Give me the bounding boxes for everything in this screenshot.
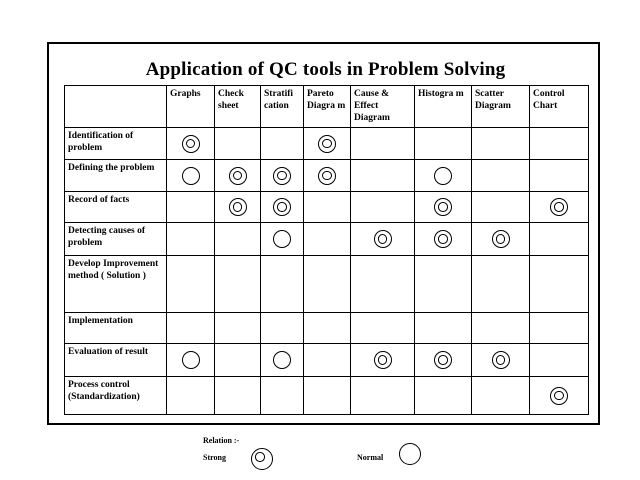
strong-relation-icon [434,230,452,248]
table-cell [167,192,215,223]
table-cell [351,344,415,377]
table-cell [304,344,351,377]
strong-relation-icon [229,198,247,216]
legend-strong-icon [251,448,273,470]
table-cell [415,128,472,160]
column-header: Stratifi cation [261,86,304,128]
strong-relation-icon [550,198,568,216]
column-header: Histogra m [415,86,472,128]
table-cell [415,160,472,192]
normal-relation-icon [434,167,452,185]
table-row [65,192,589,223]
table-cell [261,128,304,160]
table-cell [215,160,261,192]
table-cell [472,192,530,223]
table-cell [261,377,304,415]
legend-strong-label: Strong [203,453,226,462]
qc-tools-table [64,85,589,415]
table-cell [304,313,351,344]
table-cell [215,256,261,313]
table-cell [415,223,472,256]
header-corner [65,86,167,128]
table-row [65,313,589,344]
strong-relation-icon [229,167,247,185]
table-cell [530,223,589,256]
table-cell [351,192,415,223]
table-cell [530,160,589,192]
table-cell [415,256,472,313]
strong-relation-icon [492,351,510,369]
row-label: Record of facts [65,192,167,223]
chart-frame [47,42,600,425]
table-cell [351,313,415,344]
strong-relation-icon [182,135,200,153]
table-cell [261,313,304,344]
strong-relation-icon [492,230,510,248]
table-cell [304,256,351,313]
table-cell [472,223,530,256]
page-title: Application of QC tools in Problem Solving [145,59,506,80]
table-row [65,377,589,415]
table-cell [304,223,351,256]
table-cell [472,256,530,313]
strong-relation-icon [273,167,291,185]
row-label: Develop Improvement method ( Solution ) [65,256,167,313]
strong-relation-icon [550,387,568,405]
table-cell [351,377,415,415]
table-cell [215,223,261,256]
table-cell [304,160,351,192]
strong-relation-icon [318,167,336,185]
normal-relation-icon [273,351,291,369]
legend-normal-label: Normal [357,453,384,462]
table-cell [472,377,530,415]
table-cell [167,160,215,192]
table-cell [415,313,472,344]
column-header: Cause & Effect Diagram [351,86,415,128]
table-cell [261,192,304,223]
table-cell [304,377,351,415]
table-cell [530,344,589,377]
table-cell [304,192,351,223]
table-cell [530,128,589,160]
table-cell [215,313,261,344]
table-cell [530,256,589,313]
strong-relation-icon [434,198,452,216]
normal-relation-icon [273,230,291,248]
column-header: Scatter Diagram [472,86,530,128]
table-cell [530,313,589,344]
table-cell [167,223,215,256]
table-row [65,223,589,256]
table-cell [215,344,261,377]
table-cell [215,192,261,223]
table-cell [351,256,415,313]
row-label: Identification of problem [65,128,167,160]
normal-relation-icon [182,351,200,369]
row-label: Evaluation of result [65,344,167,377]
column-header: Control Chart [530,86,589,128]
normal-relation-icon [182,167,200,185]
table-cell [167,128,215,160]
table-cell [472,128,530,160]
table-cell [261,160,304,192]
table-row [65,344,589,377]
column-header: Check sheet [215,86,261,128]
table-cell [261,344,304,377]
table-cell [261,256,304,313]
table-cell [472,160,530,192]
legend-normal-icon [399,443,421,465]
table-cell [472,344,530,377]
table-cell [215,377,261,415]
table-cell [351,128,415,160]
table-cell [530,192,589,223]
table-cell [167,256,215,313]
row-label: Process control (Standardization) [65,377,167,415]
legend-title: Relation :- [203,436,240,445]
row-label: Defining the problem [65,160,167,192]
strong-relation-icon [374,351,392,369]
table-row [65,128,589,160]
table-row [65,256,589,313]
strong-relation-icon [273,198,291,216]
column-header: Graphs [167,86,215,128]
table-cell [530,377,589,415]
table-cell [472,313,530,344]
row-label: Detecting causes of problem [65,223,167,256]
table-cell [215,128,261,160]
table-cell [351,160,415,192]
table-cell [415,192,472,223]
table-cell [167,313,215,344]
column-header: Pareto Diagra m [304,86,351,128]
table-row [65,160,589,192]
strong-relation-icon [374,230,392,248]
strong-relation-icon [434,351,452,369]
row-label: Implementation [65,313,167,344]
table-cell [167,344,215,377]
table-cell [167,377,215,415]
strong-relation-icon [318,135,336,153]
table-cell [415,377,472,415]
table-cell [415,344,472,377]
table-cell [261,223,304,256]
table-cell [304,128,351,160]
table-cell [351,223,415,256]
